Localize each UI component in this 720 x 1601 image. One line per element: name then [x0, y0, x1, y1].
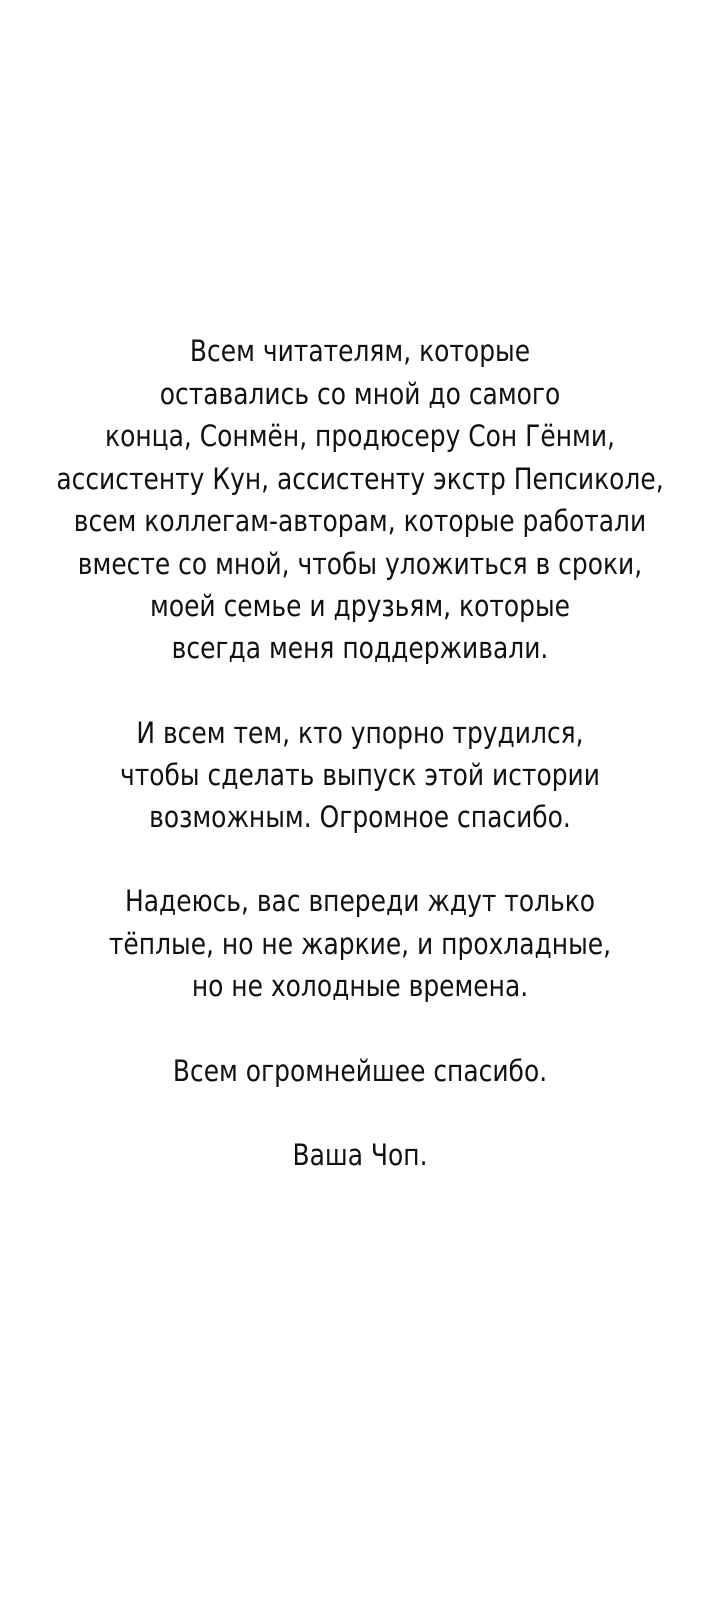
text-line: тёплые, но не жаркие, и прохладные, — [108, 927, 612, 961]
text-line: всем коллегам-авторам, которые работали — [73, 504, 647, 538]
text-line: конца, Сонмён, продюсеру Сон Гёнми, — [105, 419, 615, 453]
text-line: Ваша Чоп. — [292, 1138, 428, 1172]
text-line: И всем тем, кто упорно трудился, — [136, 716, 584, 750]
text-line: оставались со мной до самого — [159, 377, 561, 411]
text-line: вместе со мной, чтобы уложиться в сроки, — [77, 547, 643, 581]
text-line: Надеюсь, вас впереди ждут только — [124, 884, 596, 918]
text-line: чтобы сделать выпуск этой истории — [120, 758, 600, 792]
text-line: Всем читателям, которые — [189, 334, 531, 368]
text-line: моей семье и друзьям, которые — [150, 589, 570, 623]
text-line: ассистенту Кун, ассистенту экстр Пепсиколе, — [56, 462, 664, 496]
text-line: Всем огромнейшее спасибо. — [172, 1054, 548, 1088]
text-line: возможным. Огромное спасибо. — [149, 800, 571, 834]
text-line: но не холодные времена. — [191, 969, 529, 1003]
text-line: всегда меня поддерживали. — [171, 631, 549, 665]
